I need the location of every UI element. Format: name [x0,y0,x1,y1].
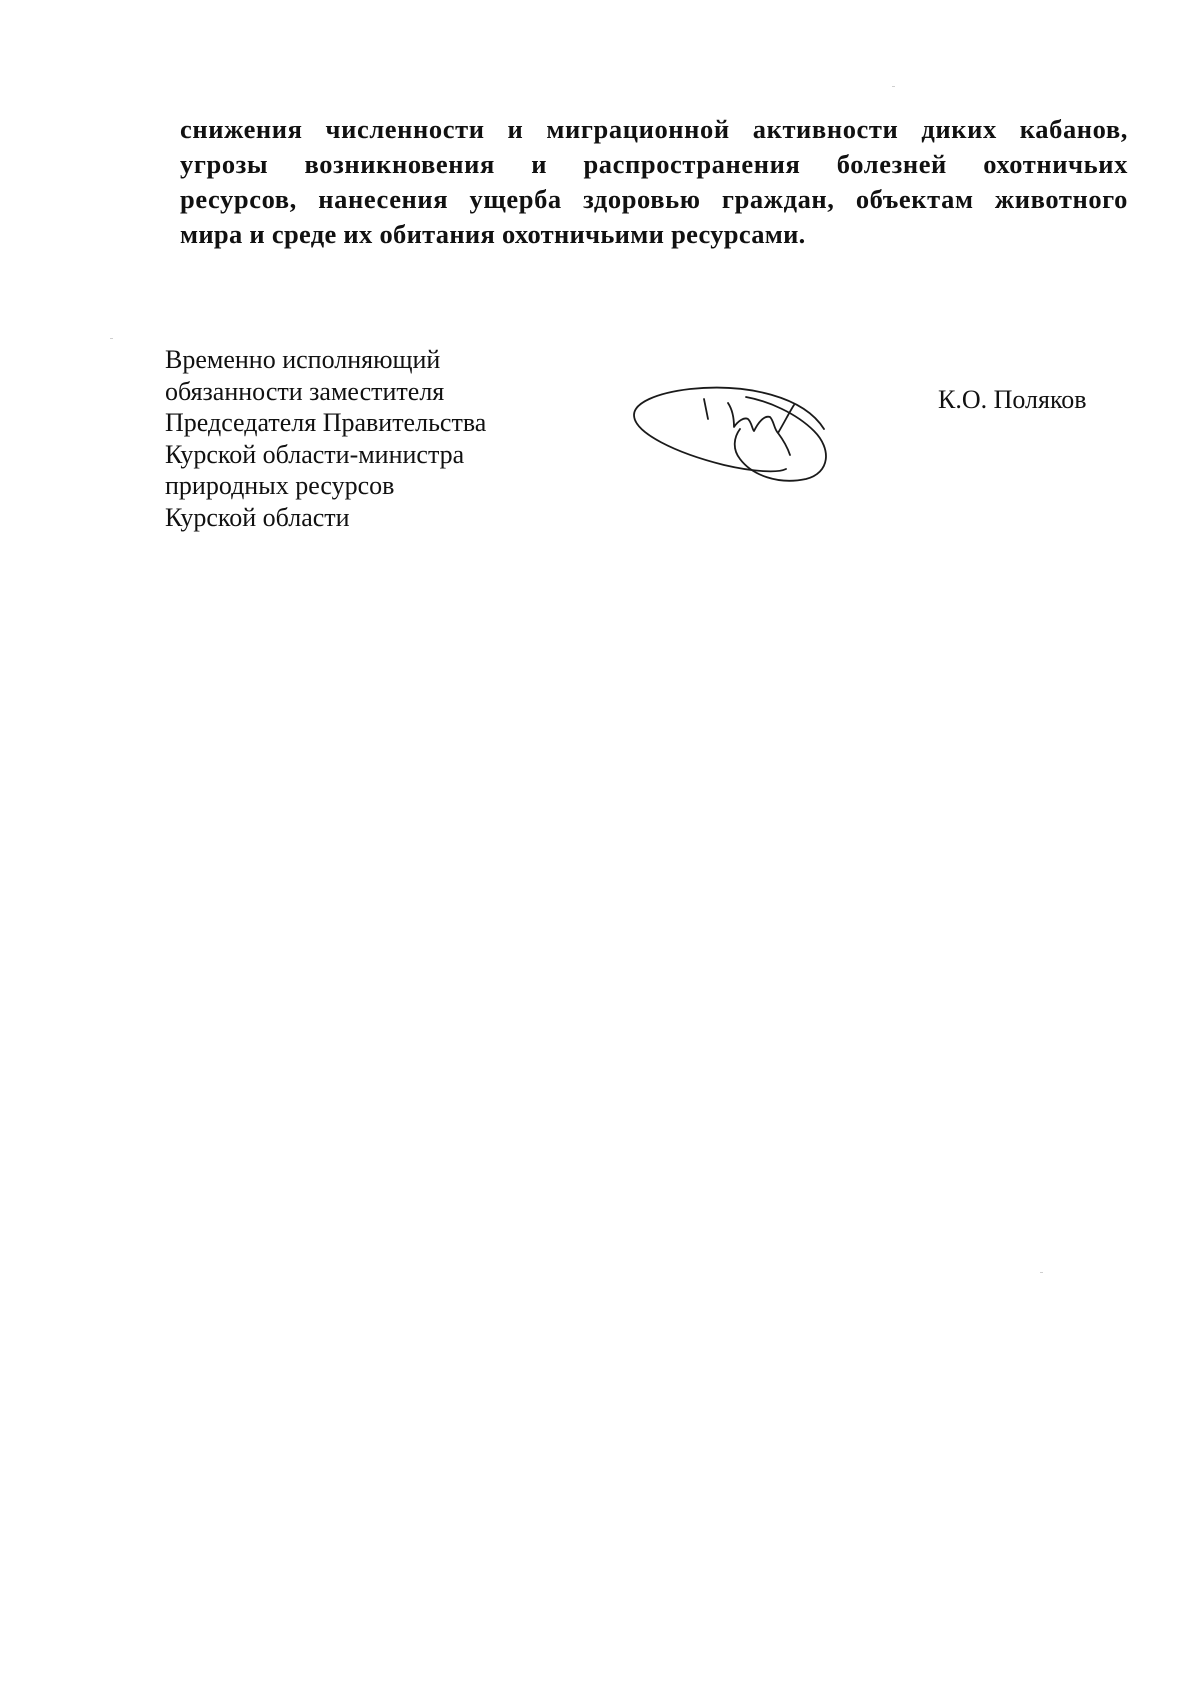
scan-artifact [892,86,895,87]
signer-name: К.О. Поляков [938,385,1087,414]
position-line-6: Курской области [165,502,350,532]
scan-artifact [110,338,113,339]
scan-artifact [1040,1272,1043,1273]
position-line-1: Временно исполняющий [165,345,441,374]
position-line-3: Председателя Правительства [165,408,487,437]
body-paragraph [180,112,1128,252]
body-line-2: угрозы возникновения и распространения болезней охотничьих [180,149,1128,179]
handwritten-signature [628,375,848,497]
position-line-5: природных ресурсов [165,471,395,500]
position-line-2: обязанности заместителя [165,376,445,406]
signatory-position [165,344,486,533]
body-line-3: ресурсов, нанесения ущерба здоровью граждан, объектам животного [180,184,1128,214]
body-line-4: мира и среде их обитания охотничьими ресурсами. [180,219,806,249]
position-line-4: Курской области-министра [165,439,465,469]
body-line-1: снижения численности и миграционной активности диких кабанов, [180,114,1128,144]
